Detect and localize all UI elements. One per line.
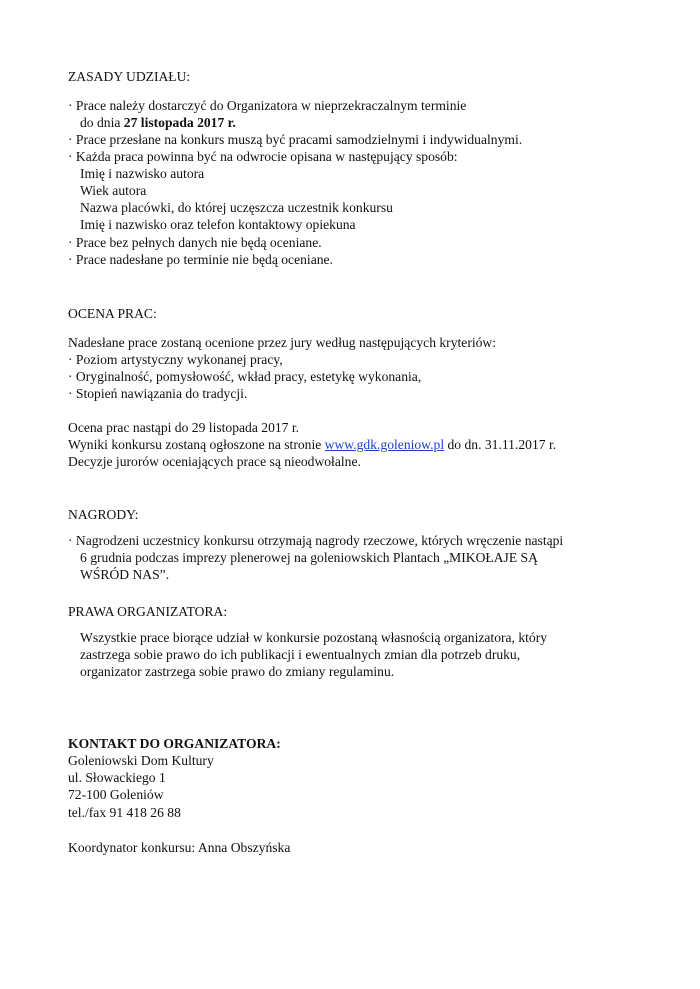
evaluation-intro: Nadesłane prace zostaną ocenione przez jury według następujących kryteriów: (68, 335, 497, 350)
rules-item-late: · Prace nadesłane po terminie nie będą oceniane. (68, 252, 333, 267)
evaluation-criterion: · Stopień nawiązania do tradycji. (68, 386, 248, 401)
contact-street: ul. Słowackiego 1 (68, 770, 166, 785)
evaluation-criterion: · Oryginalność, pomysłowość, wkład pracy, estetykę wykonania, (68, 369, 422, 384)
website-link[interactable]: www.gdk.goleniow.pl (324, 437, 445, 452)
deadline-prefix: do dnia (80, 115, 124, 130)
section-heading-rules: ZASADY UDZIAŁU: (68, 69, 191, 84)
rules-sub-guardian: Imię i nazwisko oraz telefon kontaktowy opiekuna (80, 217, 356, 232)
rules-sub-institution: Nazwa placówki, do której uczęszcza uczestnik konkursu (80, 200, 393, 215)
section-heading-rights: PRAWA ORGANIZATORA: (68, 604, 228, 619)
section-heading-prizes: NAGRODY: (68, 507, 139, 522)
rules-item-deadline-date (80, 114, 236, 131)
contact-coordinator: Koordynator konkursu: Anna Obszyńska (68, 840, 291, 855)
contact-city: 72-100 Goleniów (68, 787, 164, 802)
results-prefix: Wyniki konkursu zostaną ogłoszone na stronie (68, 437, 325, 452)
contact-organization: Goleniowski Dom Kultury (68, 753, 214, 768)
rules-item-incomplete: · Prace bez pełnych danych nie będą oceniane. (68, 235, 322, 250)
rights-text-line: organizator zastrzega sobie prawo do zmiany regulaminu. (80, 664, 395, 679)
rules-sub-author-name: Imię i nazwisko autora (80, 166, 205, 181)
prizes-text-line: · Nagrodzeni uczestnicy konkursu otrzymają nagrody rzeczowe, których wręczenie nastąpi (68, 533, 564, 548)
rules-item-original: · Prace przesłane na konkurs muszą być pracami samodzielnymi i indywidualnymi. (68, 132, 523, 147)
rights-text-line: zastrzega sobie prawo do ich publikacji i ewentualnych zmian dla potrzeb druku, (80, 647, 521, 662)
rules-sub-author-age: Wiek autora (80, 183, 147, 198)
prizes-text-line: 6 grudnia podczas imprezy plenerowej na goleniowskich Plantach „MIKOŁAJE SĄ (80, 550, 538, 565)
rules-item-description: · Każda praca powinna być na odwrocie opisana w następujący sposób: (68, 149, 458, 164)
evaluation-results (68, 436, 556, 453)
rules-item-deadline: · Prace należy dostarczyć do Organizatora w nieprzekraczalnym terminie (68, 98, 467, 113)
prizes-text-line: WŚRÓD NAS”. (80, 567, 170, 582)
evaluation-date: Ocena prac nastąpi do 29 listopada 2017 r. (68, 420, 300, 435)
section-heading-contact: KONTAKT DO ORGANIZATORA: (68, 736, 281, 751)
deadline-date: 27 listopada 2017 r. (123, 115, 236, 130)
evaluation-final: Decyzje jurorów oceniających prace są nieodwołalne. (68, 454, 361, 469)
section-heading-evaluation: OCENA PRAC: (68, 306, 157, 321)
results-suffix: do dn. 31.11.2017 r. (444, 437, 557, 452)
contact-phone: tel./fax 91 418 26 88 (68, 805, 181, 820)
evaluation-criterion: · Poziom artystyczny wykonanej pracy, (68, 352, 283, 367)
rights-text-line: Wszystkie prace biorące udział w konkursie pozostaną własnością organizatora, który (80, 630, 548, 645)
